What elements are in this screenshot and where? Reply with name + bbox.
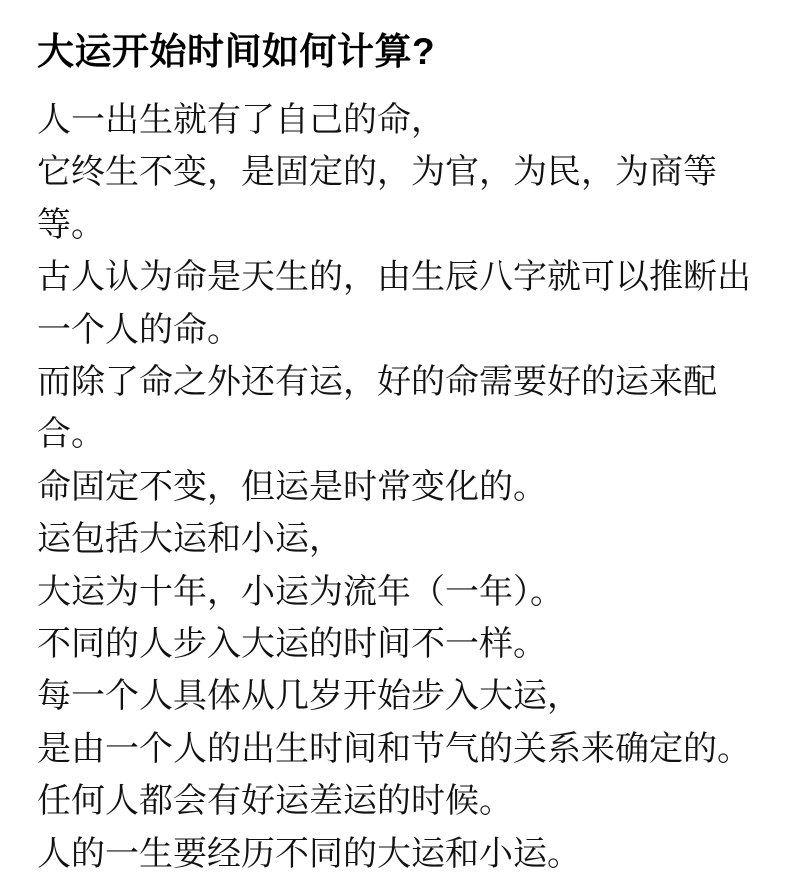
- paragraph: 运包括大运和小运，: [37, 520, 343, 559]
- paragraph: 大运为十年，小运为流年（一年）。: [37, 572, 564, 611]
- page-title: 大运开始时间如何计算?: [37, 31, 436, 72]
- paragraph: 每一个人具体从几岁开始步入大运，: [37, 677, 581, 716]
- paragraph: 人的一生要经历不同的大运和小运。: [37, 834, 581, 873]
- paragraph: 任何人都会有好运差运的时候。: [37, 782, 513, 821]
- paragraph: 命固定不变，但运是时常变化的。: [37, 467, 547, 506]
- paragraph: 古人认为命是天生的，由生辰八字就可以推断出一个人的命。: [37, 258, 751, 349]
- article-body: [37, 94, 767, 880]
- paragraph: 而除了命之外还有运，好的命需要好的运来配合。: [37, 363, 717, 454]
- paragraph: 不同的人步入大运的时间不一样。: [37, 625, 547, 664]
- paragraph: 人一出生就有了自己的命，: [37, 101, 445, 139]
- paragraph: 是由一个人的出生时间和节气的关系来确定的。: [37, 729, 751, 768]
- paragraph: 它终生不变，是固定的，为官，为民，为商等等。: [37, 153, 717, 244]
